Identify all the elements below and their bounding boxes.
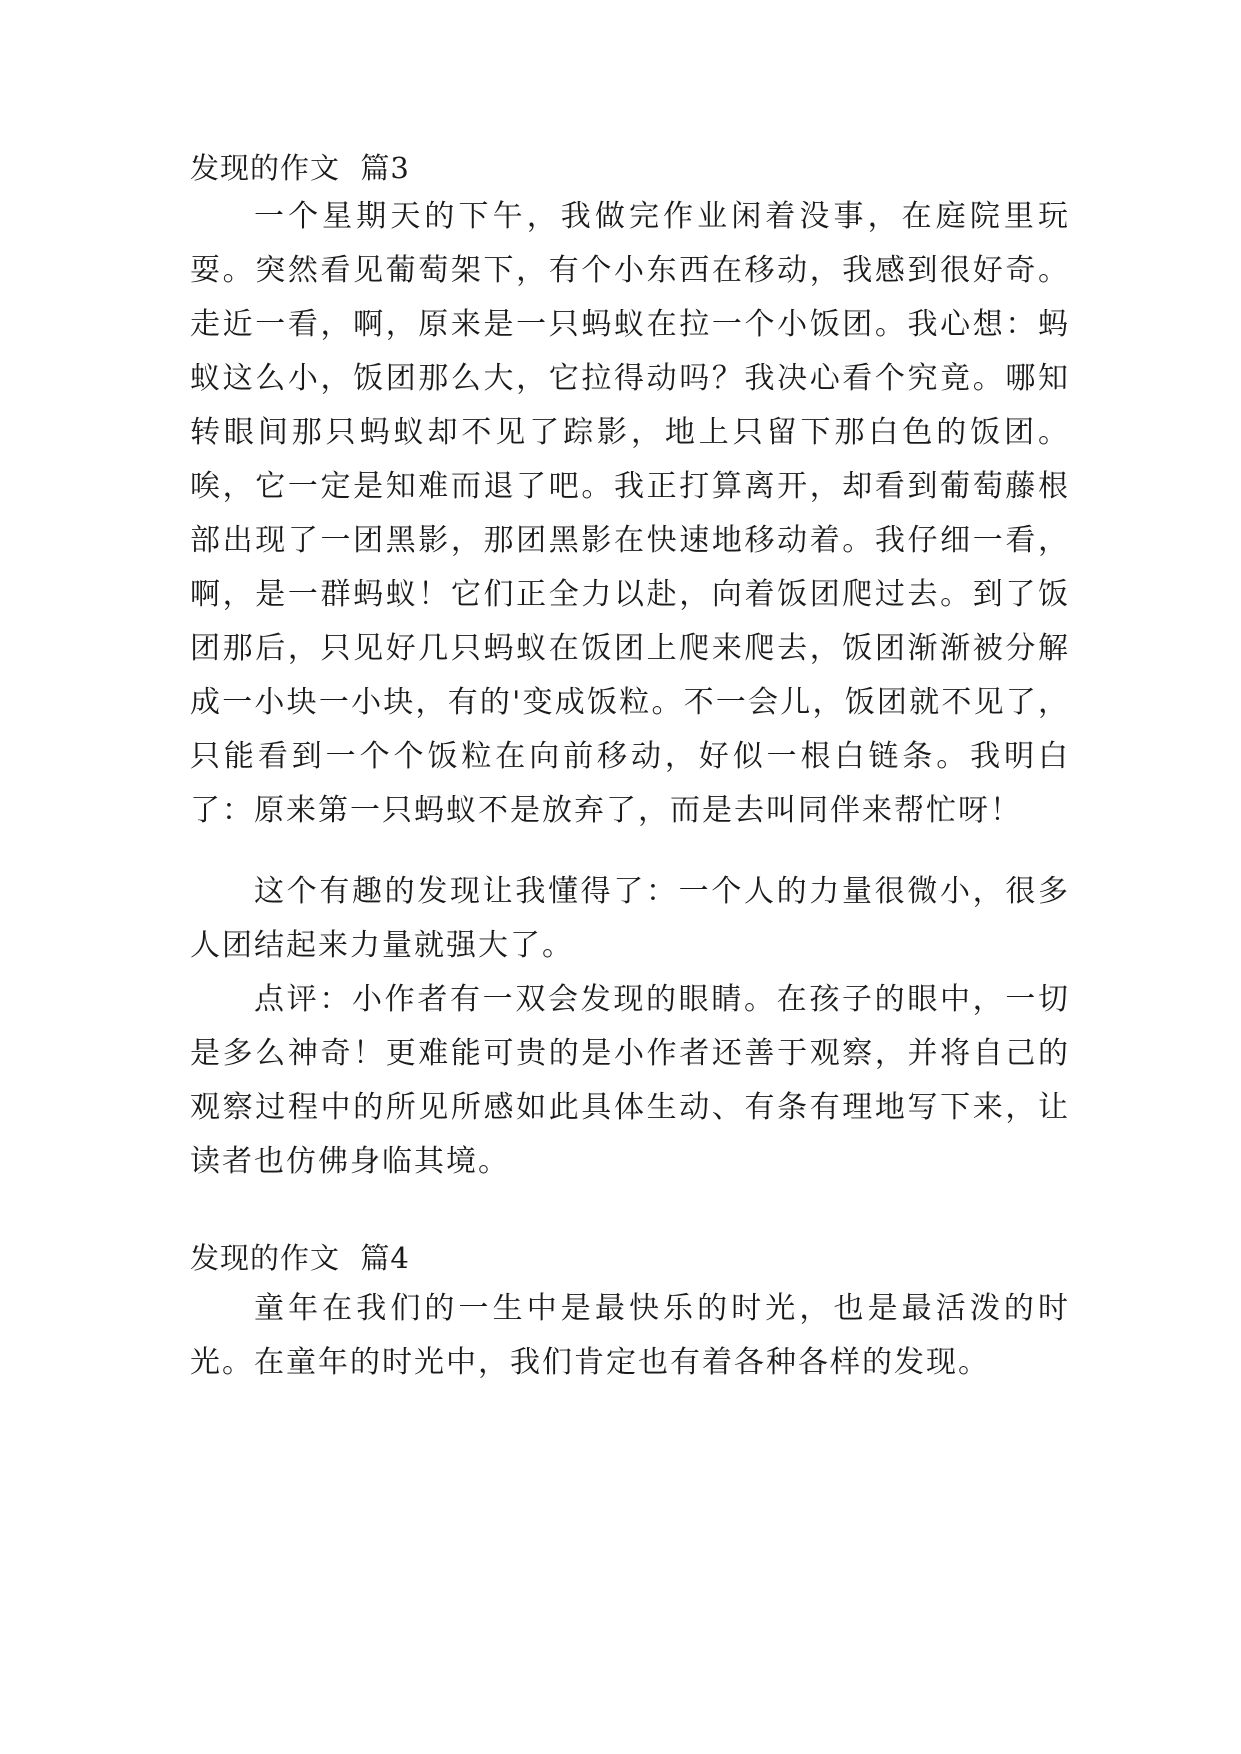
section-4-title: 发现的作文 篇4: [190, 1241, 410, 1275]
section-3-paragraph-1: 一个星期天的下午，我做完作业闲着没事，在庭院里玩耍。突然看见葡萄架下，有个小东西在移动，我感到很好奇。走近一看，啊，原来是一只蚂蚁在拉一个小饭团。我心想：蚂蚁这么小，饭团那么大，它拉得动吗？我决心看个究竟。哪知转眼间那只蚂蚁却不见了踪影，地上只留下那白色的饭团。唉，它一定是知难而退了吧。我正打算离开，却看到葡萄藤根部出现了一团黑影，那团黑影在快速地移动着。我仔细一看，啊，是一群蚂蚁！它们正全力以赴，向着饭团爬过去。到了饭团那后，只见好几只蚂蚁在饭团上爬来爬去，饭团渐渐被分解成一小块一小块，有的'变成饭粒。不一会儿，饭团就不见了，只能看到一个个饭粒在向前移动，好似一根白链条。我明白了：原来第一只蚂蚁不是放弃了，而是去叫同伴来帮忙呀！: [190, 199, 1070, 828]
section-3-title: 发现的作文 篇3: [190, 151, 410, 185]
section-3-paragraph-3-comment: 点评：小作者有一双会发现的眼睛。在孩子的眼中，一切是多么神奇！更难能可贵的是小作者还善于观察，并将自己的观察过程中的所见所感如此具体生动、有条有理地写下来，让读者也仿佛身临其境。: [190, 982, 1070, 1179]
section-3-paragraph-2: 这个有趣的发现让我懂得了：一个人的力量很微小，很多人团结起来力量就强大了。: [190, 874, 1070, 963]
section-4-paragraph-1: 童年在我们的一生中是最快乐的时光，也是最活泼的时光。在童年的时光中，我们肯定也有着各种各样的发现。: [190, 1291, 1070, 1380]
